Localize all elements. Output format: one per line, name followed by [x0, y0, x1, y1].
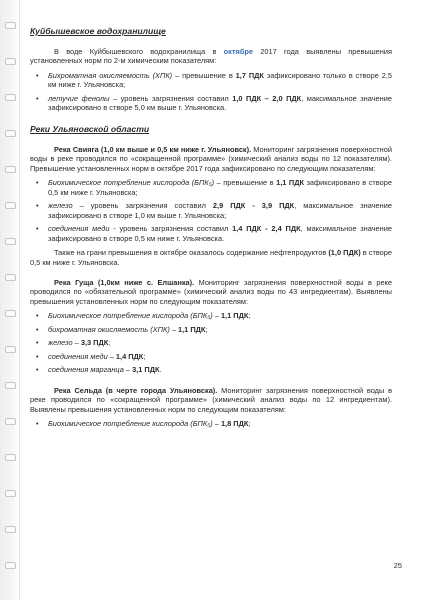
gusha-heading: Река Гуща (1,0км ниже с. Елшанка).	[54, 277, 195, 287]
punch-hole	[5, 382, 16, 389]
list-item: • соединения меди – 1,4 ПДК;	[36, 351, 146, 361]
punch-hole	[5, 418, 16, 425]
list-item: • железо – 3,3 ПДК;	[36, 338, 111, 348]
sviyaga-paragraph: Река Свияга (1,0 км выше и 0,5 км ниже г. Ульяновск). Мониторинг загрязнения поверхностной воды в реке проводился по «сокращенной программе» (химический анализ воды по 12 показателям). Превышение установленных норм в октябре 2017 года зафиксировано по следующим показателям:	[30, 144, 392, 173]
reservoir-intro: В воде Куйбышевского водохранилища в октябре 2017 года выявлены превышения установленных норм по 2-м химическим показателям:	[30, 47, 392, 66]
list-item: • соединения меди - уровень загрязнения составил 1,4 ПДК - 2,4 ПДК, максимальное значение зафиксировано в створе 0,5 км ниже г. Ульяновска.	[36, 224, 392, 243]
list-item: • Биохимическое потребление кислорода (БПК₅) – превышение в 1,1 ПДК зафиксировано в створе 0,5 км ниже г. Ульяновска;	[36, 178, 392, 197]
punch-hole	[5, 238, 16, 245]
punch-hole	[5, 454, 16, 461]
document-page	[30, 26, 392, 434]
list-item: • Биохимическое потребление кислорода (БПК₅) – 1,1 ПДК;	[36, 311, 251, 321]
list-item: • соединения марганца – 3,1 ПДК.	[36, 365, 162, 375]
list-item: • железо – уровень загрязнения составил 2,9 ПДК - 3,9 ПДК, максимальное значение зафиксировано в створе 1,0 км выше г. Ульяновска;	[36, 201, 392, 220]
month-highlight: октябре	[223, 47, 254, 56]
gusha-indicator-list	[30, 311, 392, 374]
section-title-kuibyshev: Куйбышевское водохранилище	[30, 26, 166, 36]
list-item: • бихроматная окисляемость (ХПК) – 1,1 ПДК;	[36, 324, 208, 334]
punch-hole	[5, 130, 16, 137]
section-title-rivers: Реки Ульяновской области	[30, 123, 150, 134]
punch-hole	[5, 94, 16, 101]
punch-hole	[5, 274, 16, 281]
punch-hole	[5, 202, 16, 209]
oil-products-note: Также на грани превышения в октябре оказалось содержание нефтепродуктов (1,0 ПДК) в створе 0,5 км ниже г. Ульяновска.	[30, 248, 393, 267]
selda-heading: Река Сельда (в черте города Ульяновска).	[54, 385, 218, 395]
punch-hole	[5, 490, 16, 497]
binding-strip	[0, 0, 20, 600]
list-item: • Биохимическое потребление кислорода (БПК₅) – 1,8 ПДК;	[36, 419, 251, 429]
punch-hole	[5, 562, 16, 569]
reservoir-indicator-list	[30, 71, 392, 113]
punch-hole	[5, 310, 16, 317]
page-number: 25	[393, 560, 402, 570]
gusha-paragraph: Река Гуща (1,0км ниже с. Елшанка). Мониторинг загрязнения поверхностной воды в реке проводился по «обязательной программе» (химический анализ воды по 43 ингредиентам). Выявлены превышения установленных норм по следующим показателям:	[30, 277, 392, 306]
punch-hole	[5, 526, 16, 533]
punch-hole	[5, 166, 16, 173]
sviyaga-heading: Река Свияга (1,0 км выше и 0,5 км ниже г. Ульяновск).	[54, 144, 252, 154]
list-item: • летучие фенолы – уровень загрязнения составил 1,0 ПДК – 2,0 ПДК, максимальное значение зафиксировано в створе 5,0 км выше г. Ульяновска.	[36, 93, 392, 113]
punch-hole	[5, 22, 16, 29]
selda-indicator-list	[30, 419, 392, 428]
punch-hole	[5, 58, 16, 65]
selda-paragraph: Река Сельда (в черте города Ульяновска). Мониторинг загрязнения поверхностной воды в реке проводился по «сокращенной программе» (химический анализ воды по 12 ингредиентам). Выявлены превышения установленных норм по следующим показателям:	[30, 385, 392, 414]
list-item: • Бихроматная окисляемость (ХПК) – превышение в 1,7 ПДК зафиксировано только в створе 2,5 км ниже г. Ульяновска;	[36, 70, 392, 90]
punch-hole	[5, 346, 16, 353]
sviyaga-indicator-list	[30, 178, 392, 243]
